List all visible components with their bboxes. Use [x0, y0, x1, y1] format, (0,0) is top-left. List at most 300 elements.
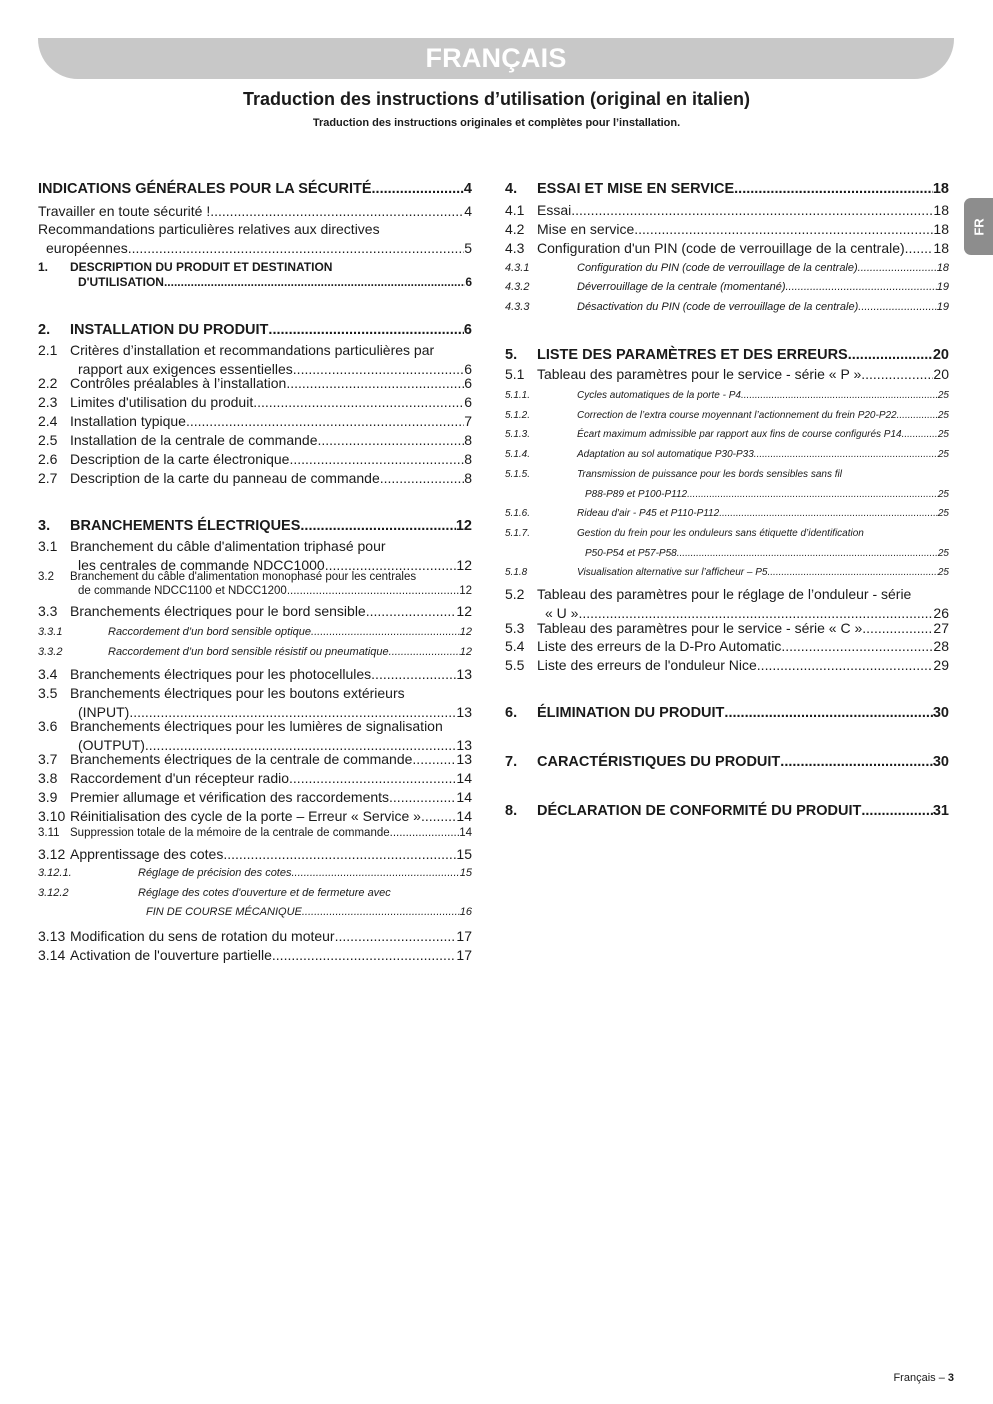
- toc-label: Premier allumage et vérification des raccordements: [70, 789, 390, 805]
- toc-page-number: 25: [937, 410, 949, 421]
- toc-label: les centrales de commande NDCC1000: [78, 556, 325, 573]
- toc-leader-dots: [724, 704, 932, 723]
- toc-label-line1: Branchements électriques pour les boutons extérieurs: [70, 685, 405, 701]
- toc-entry: [505, 504, 949, 524]
- toc-entry-line: [38, 321, 472, 340]
- toc-label: Description de la carte du panneau de commande: [70, 470, 380, 486]
- toc-entry-line: [38, 826, 472, 840]
- toc-page-number: 25: [937, 488, 949, 500]
- toc-entry: [505, 619, 949, 638]
- toc-entry-line: [38, 202, 472, 221]
- toc-entry-line: [38, 469, 472, 488]
- toc-number: 3.11: [38, 827, 60, 839]
- toc-label: P88-P89 et P100-P112: [585, 488, 688, 500]
- language-banner: [38, 38, 954, 79]
- toc-entry: [38, 927, 472, 946]
- toc-page-number: 25: [937, 547, 949, 559]
- toc-number: 4.3.2: [505, 281, 530, 293]
- toc-number: 2.3: [38, 394, 58, 410]
- toc-leader-dots: [289, 450, 464, 469]
- toc-entry: [505, 298, 949, 317]
- toc-number: 3.12.2: [38, 887, 69, 899]
- toc-number: 3.13: [38, 928, 66, 944]
- toc-entry: [505, 637, 949, 656]
- toc-leader-dots: [634, 220, 933, 239]
- toc-leader-dots: [862, 619, 933, 638]
- toc-leader-dots: [380, 469, 464, 488]
- toc-page-number: 12: [459, 585, 472, 597]
- toc-leader-dots: [372, 180, 464, 199]
- toc-entry: [38, 665, 472, 684]
- toc-page-number: 27: [933, 620, 949, 636]
- toc-leader-dots: [754, 445, 938, 465]
- toc-entry: [38, 750, 472, 769]
- toc-label-line1: Recommandations particulières relatives aux directives: [38, 221, 380, 237]
- toc-page-number: 8: [464, 432, 472, 448]
- toc-entry: [38, 412, 472, 431]
- toc-label: INSTALLATION DU PRODUIT: [70, 322, 269, 338]
- toc-number: 5.1.8: [505, 567, 528, 578]
- toc-label: Adaptation au sol automatique P30-P33: [577, 449, 754, 460]
- toc-entry-line: [38, 570, 472, 584]
- toc-entry: [38, 623, 472, 642]
- toc-page-number: 15: [456, 846, 472, 862]
- toc-number: 3.2: [38, 571, 54, 583]
- toc-leader-dots: [291, 864, 459, 883]
- toc-leader-dots: [186, 412, 464, 431]
- toc-entry: [505, 656, 949, 675]
- toc-page-number: 15: [459, 867, 472, 879]
- toc-label: Modification du sens de rotation du moteur: [70, 928, 335, 944]
- toc-page-number: 29: [933, 657, 949, 673]
- toc-number: 2.6: [38, 451, 58, 467]
- toc-entry-line: [505, 406, 949, 426]
- toc-label: P50-P54 et P57-P58: [585, 547, 677, 559]
- toc-label: FIN DE COURSE MÉCANIQUE: [146, 906, 302, 918]
- toc-label: « U »: [545, 604, 579, 621]
- toc-entry: [38, 321, 472, 340]
- toc-leader-dots: [780, 753, 933, 772]
- toc-page-number: 6: [463, 322, 472, 338]
- toc-number: 2.7: [38, 470, 58, 486]
- toc-label: Installation typique: [70, 413, 186, 429]
- toc-page-number: 19: [936, 281, 949, 293]
- banner-title: FRANÇAIS: [425, 43, 567, 73]
- toc-page-number: 20: [933, 366, 949, 382]
- toc-entry: [38, 374, 472, 393]
- toc-label: Cycles automatiques de la porte - P4: [577, 390, 741, 401]
- toc-label-line1: Branchement du câble d'alimentation monophasé pour les centrales: [70, 571, 417, 583]
- toc-leader-dots: [253, 393, 464, 412]
- toc-number: 3.10: [38, 808, 66, 824]
- toc-number: 3.12.1.: [38, 867, 72, 879]
- footer-label: Français –: [893, 1372, 948, 1384]
- toc-label: Correction de l’extra course moyennant l’actionnement du frein P20-P22: [577, 410, 897, 421]
- toc-label: Désactivation du PIN (code de verrouillage de la centrale): [577, 301, 859, 313]
- toc-label-line1: Critères d’installation et recommandations particulières par: [70, 342, 435, 358]
- toc-page-number: 25: [937, 449, 949, 460]
- toc-entry: [38, 684, 472, 721]
- toc-entry-line: [38, 239, 472, 258]
- toc-label: ÉLIMINATION DU PRODUIT: [537, 705, 725, 721]
- toc-label: Suppression totale de la mémoire de la centrale de commande: [70, 827, 390, 839]
- language-side-tab: [964, 198, 993, 255]
- toc-entry: [505, 259, 949, 278]
- toc-leader-dots: [389, 788, 456, 807]
- toc-leader-dots: [412, 750, 456, 769]
- toc-entry-line: [505, 802, 949, 821]
- toc-number: 4.2: [505, 221, 525, 237]
- toc-page-number: 25: [937, 567, 949, 578]
- toc-leader-dots: [366, 602, 457, 621]
- toc-label: Description de la carte électronique: [70, 451, 290, 467]
- toc-entry-line: [38, 623, 472, 642]
- toc-leader-dots: [858, 259, 937, 278]
- toc-entry-line: [505, 425, 949, 445]
- toc-label: Configuration d'un PIN (code de verrouillage de la centrale): [537, 240, 905, 256]
- toc-page-number: 14: [456, 789, 472, 805]
- toc-entry-line: [38, 884, 472, 903]
- toc-entry-line: [505, 220, 949, 239]
- toc-label: Travailler en toute sécurité !: [38, 203, 211, 219]
- toc-entry-line: [505, 504, 949, 524]
- toc-leader-dots: [210, 202, 464, 221]
- toc-label-line1: Gestion du frein pour les onduleurs sans étiquette d’identification: [577, 528, 864, 539]
- toc-page-number: 6: [465, 275, 472, 289]
- toc-entry-line: [505, 656, 949, 675]
- toc-entry-line: [505, 637, 949, 656]
- toc-entry: [505, 220, 949, 239]
- toc-entry: [505, 704, 949, 723]
- toc-entry-line: [505, 259, 949, 278]
- toc-label: (INPUT): [78, 703, 130, 720]
- toc-entry-line: [38, 750, 472, 769]
- toc-leader-dots: [741, 386, 938, 406]
- toc-leader-dots: [311, 623, 460, 642]
- toc-leader-dots: [287, 584, 459, 598]
- toc-entry-line: [38, 946, 472, 965]
- toc-page-number: 19: [936, 301, 949, 313]
- toc-number: 2.2: [38, 375, 58, 391]
- toc-label: Écart maximum admissible par rapport aux fins de course configurés P14: [577, 429, 902, 440]
- toc-number: 3.7: [38, 751, 58, 767]
- toc-entry: [505, 239, 949, 258]
- toc-label: Apprentissage des cotes: [70, 846, 224, 862]
- toc-label: CARACTÉRISTIQUES DU PRODUIT: [537, 754, 781, 770]
- toc-number: 5.5: [505, 657, 525, 673]
- toc-entry: [505, 365, 949, 384]
- toc-label: Rideau d'air - P45 et P110-P112: [577, 508, 720, 519]
- toc-entry-line: [505, 386, 949, 406]
- toc-leader-dots: [858, 298, 936, 317]
- toc-label: Tableau des paramètres pour le service - série « P »: [537, 366, 862, 382]
- toc-page-number: 18: [933, 240, 949, 256]
- toc-page-number: 12: [456, 556, 472, 573]
- toc-number: 5.1.3.: [505, 429, 531, 440]
- toc-entry-line: [38, 927, 472, 946]
- toc-leader-dots: [861, 365, 933, 384]
- toc-label-line1: DESCRIPTION DU PRODUIT ET DESTINATION: [70, 260, 333, 274]
- toc-entry: [505, 386, 949, 406]
- toc-entry: [38, 826, 472, 840]
- toc-leader-dots: [677, 544, 938, 564]
- toc-page-number: 13: [456, 666, 472, 682]
- toc-entry-line: [505, 485, 949, 505]
- toc-label: Configuration du PIN (code de verrouillage de la centrale): [577, 262, 858, 274]
- toc-page-number: 6: [464, 360, 472, 377]
- toc-number: 3.: [38, 518, 51, 534]
- toc-label-line1: Branchements électriques pour les lumières de signalisation: [70, 718, 443, 734]
- toc-page-number: 17: [456, 947, 472, 963]
- toc-entry-line: [38, 602, 472, 621]
- toc-number: 3.8: [38, 770, 58, 786]
- toc-number: 5.3: [505, 620, 525, 636]
- toc-label: INDICATIONS GÉNÉRALES POUR LA SÉCURITÉ: [38, 181, 372, 197]
- toc-label: ESSAI ET MISE EN SERVICE: [537, 181, 735, 197]
- toc-number: 3.12: [38, 846, 66, 862]
- toc-entry: [38, 341, 472, 378]
- toc-page-number: 25: [937, 390, 949, 401]
- toc-entry-line: [38, 864, 472, 883]
- toc-page-number: 12: [455, 518, 472, 534]
- toc-number: 5.1.2.: [505, 410, 531, 421]
- toc-entry-line: [505, 524, 949, 544]
- toc-page-number: 18: [933, 202, 949, 218]
- toc-entry: [38, 220, 472, 257]
- toc-label: Activation de l'ouverture partielle: [70, 947, 272, 963]
- toc-entry: [38, 845, 472, 864]
- toc-number: 5.2: [505, 586, 525, 602]
- toc-leader-dots: [687, 485, 938, 505]
- toc-leader-dots: [286, 374, 464, 393]
- toc-number: 2.5: [38, 432, 58, 448]
- toc-page-number: 12: [459, 646, 472, 658]
- toc-leader-dots: [128, 239, 464, 258]
- toc-label: de commande NDCC1100 et NDCC1200: [78, 585, 287, 597]
- toc-number: 5.1.1.: [505, 390, 531, 401]
- toc-leader-dots: [421, 807, 456, 826]
- toc-entry-line: [38, 903, 472, 922]
- toc-leader-dots: [289, 769, 456, 788]
- toc-page-number: 6: [464, 375, 472, 391]
- toc-entry: [38, 864, 472, 883]
- toc-entry-line: [505, 544, 949, 564]
- toc-number: 5.1.6.: [505, 508, 531, 519]
- toc-page-number: 18: [933, 221, 949, 237]
- toc-page-number: 12: [456, 603, 472, 619]
- toc-leader-dots: [223, 845, 456, 864]
- toc-entry-line: [505, 298, 949, 317]
- toc-leader-dots: [317, 431, 464, 450]
- toc-entry-line: [505, 465, 949, 485]
- toc-page-number: 4: [464, 203, 472, 219]
- toc-page-number: 14: [456, 808, 472, 824]
- toc-page-number: 8: [464, 470, 472, 486]
- toc-label: rapport aux exigences essentielles: [78, 360, 293, 377]
- toc-label: D'UTILISATION: [78, 275, 164, 289]
- toc-page-number: 30: [932, 754, 949, 770]
- toc-leader-dots: [272, 946, 457, 965]
- toc-entry-line: [505, 239, 949, 258]
- toc-entry: [38, 431, 472, 450]
- toc-label: Déverrouillage de la centrale (momentané): [577, 281, 786, 293]
- toc-leader-dots: [767, 563, 937, 583]
- toc-number: 3.3.1: [38, 626, 63, 638]
- toc-entry: [38, 260, 472, 290]
- toc-entry-line: [38, 788, 472, 807]
- toc-entry-line: [38, 684, 472, 703]
- toc-number: 3.6: [38, 718, 58, 734]
- toc-leader-dots: [786, 278, 937, 297]
- toc-entry: [505, 753, 949, 772]
- toc-leader-dots: [164, 275, 465, 290]
- toc-entry-line: [505, 445, 949, 465]
- toc-leader-dots: [371, 665, 456, 684]
- toc-entry-line: [38, 341, 472, 360]
- toc-entry-line: [38, 537, 472, 556]
- toc-page-number: 7: [464, 413, 472, 429]
- toc-page-number: 18: [936, 262, 949, 274]
- toc-entry-line: [38, 517, 472, 536]
- toc-entry: [38, 946, 472, 965]
- toc-page-number: 30: [932, 705, 949, 721]
- toc-label-line1: Tableau des paramètres pour le réglage de l’onduleur - série: [537, 586, 912, 602]
- toc-entry-line: [38, 717, 472, 736]
- toc-number: 1.: [38, 260, 49, 274]
- toc-page-number: 13: [456, 736, 472, 753]
- toc-label: Branchements électriques pour les photocellules: [70, 666, 372, 682]
- toc-number: 2.: [38, 322, 51, 338]
- toc-leader-dots: [389, 643, 460, 662]
- toc-number: 7.: [505, 754, 518, 770]
- page-footer: [893, 1372, 954, 1384]
- toc-entry-line: [505, 619, 949, 638]
- toc-entry: [505, 802, 949, 821]
- toc-entry-line: [38, 374, 472, 393]
- toc-entry-line: [505, 201, 949, 220]
- toc-entry: [38, 788, 472, 807]
- toc-entry: [38, 469, 472, 488]
- toc-entry-line: [38, 393, 472, 412]
- toc-entry: [38, 643, 472, 662]
- toc-entry: [505, 346, 949, 365]
- toc-entry-line: [38, 845, 472, 864]
- toc-entry-line: [38, 807, 472, 826]
- toc-leader-dots: [268, 321, 464, 340]
- toc-entry: [38, 769, 472, 788]
- toc-page-number: 16: [459, 906, 472, 918]
- toc-page-number: 14: [459, 827, 472, 839]
- toc-label: Raccordement d’un bord sensible optique: [108, 626, 312, 638]
- toc-label: Raccordement d'un récepteur radio: [70, 770, 290, 786]
- toc-page-number: 25: [937, 508, 949, 519]
- toc-entry: [505, 563, 949, 583]
- toc-number: 3.4: [38, 666, 58, 682]
- toc-leader-dots: [848, 346, 933, 365]
- toc-entry: [505, 406, 949, 426]
- toc-entry-line: [505, 180, 949, 199]
- toc-label: DÉCLARATION DE CONFORMITÉ DU PRODUIT: [537, 803, 862, 819]
- toc-leader-dots: [757, 656, 934, 675]
- toc-leader-dots: [719, 504, 938, 524]
- toc-number: 4.: [505, 181, 518, 197]
- toc-entry: [38, 717, 472, 754]
- toc-number: 3.3: [38, 603, 58, 619]
- toc-entry-line: [505, 365, 949, 384]
- toc-entry: [505, 201, 949, 220]
- toc-leader-dots: [861, 802, 932, 821]
- toc-label: Tableau des paramètres pour le service - série « C »: [537, 620, 863, 636]
- toc-entry: [38, 393, 472, 412]
- toc-leader-dots: [734, 180, 933, 199]
- toc-page-number: 13: [456, 751, 472, 767]
- toc-entry: [505, 585, 949, 622]
- toc-entry: [38, 450, 472, 469]
- toc-leader-dots: [302, 903, 460, 922]
- toc-entry: [38, 602, 472, 621]
- toc-entry-line: [38, 412, 472, 431]
- toc-page-number: 6: [464, 394, 472, 410]
- toc-entry: [505, 180, 949, 199]
- toc-entry-line: [505, 563, 949, 583]
- toc-number: 5.4: [505, 638, 525, 654]
- toc-leader-dots: [300, 517, 455, 536]
- toc-label: Essai: [537, 202, 572, 218]
- toc-label: Liste des erreurs de la D-Pro Automatic: [537, 638, 782, 654]
- toc-entry-line: [505, 753, 949, 772]
- toc-entry: [38, 537, 472, 574]
- toc-page-number: 8: [464, 451, 472, 467]
- toc-label: LISTE DES PARAMÈTRES ET DES ERREURS: [537, 347, 848, 363]
- toc-entry-line: [38, 643, 472, 662]
- toc-entry: [38, 884, 472, 922]
- toc-page-number: 26: [933, 604, 949, 621]
- toc-entry-line: [38, 220, 472, 239]
- toc-number: 2.4: [38, 413, 58, 429]
- toc-entry-line: [38, 450, 472, 469]
- toc-label: Contrôles préalables à l’installation: [70, 375, 287, 391]
- toc-number: 2.1: [38, 342, 58, 358]
- toc-entry: [505, 445, 949, 465]
- toc-entry: [505, 425, 949, 445]
- toc-entry: [38, 807, 472, 826]
- toc-number: 3.1: [38, 538, 58, 554]
- toc-label: Visualisation alternative sur l’afficheur – P5: [577, 567, 768, 578]
- toc-label: Réglage de précision des cotes: [138, 867, 292, 879]
- toc-number: 3.3.2: [38, 646, 63, 658]
- toc-leader-dots: [335, 927, 457, 946]
- side-tab-label: FR: [971, 217, 986, 236]
- toc-number: 3.9: [38, 789, 58, 805]
- toc-number: 4.1: [505, 202, 525, 218]
- page-subtitle: Traduction des instructions originales et complètes pour l’installation.: [312, 117, 681, 129]
- toc-entry-line: [505, 704, 949, 723]
- toc-entry-line: [38, 180, 472, 199]
- toc-page-number: 31: [932, 803, 949, 819]
- toc-page-number: 17: [456, 928, 472, 944]
- toc-label: Limites d'utilisation du produit: [70, 394, 254, 410]
- toc-entry: [38, 517, 472, 536]
- toc-leader-dots: [905, 239, 934, 258]
- toc-page-number: 4: [463, 181, 472, 197]
- toc-leader-dots: [897, 406, 938, 426]
- toc-page-number: 25: [937, 429, 949, 440]
- toc-label: Branchements électriques pour le bord sensible: [70, 603, 366, 619]
- toc-entry: [505, 524, 949, 563]
- toc-number: 4.3: [505, 240, 525, 256]
- toc-leader-dots: [571, 201, 933, 220]
- toc-page-number: 20: [932, 347, 949, 363]
